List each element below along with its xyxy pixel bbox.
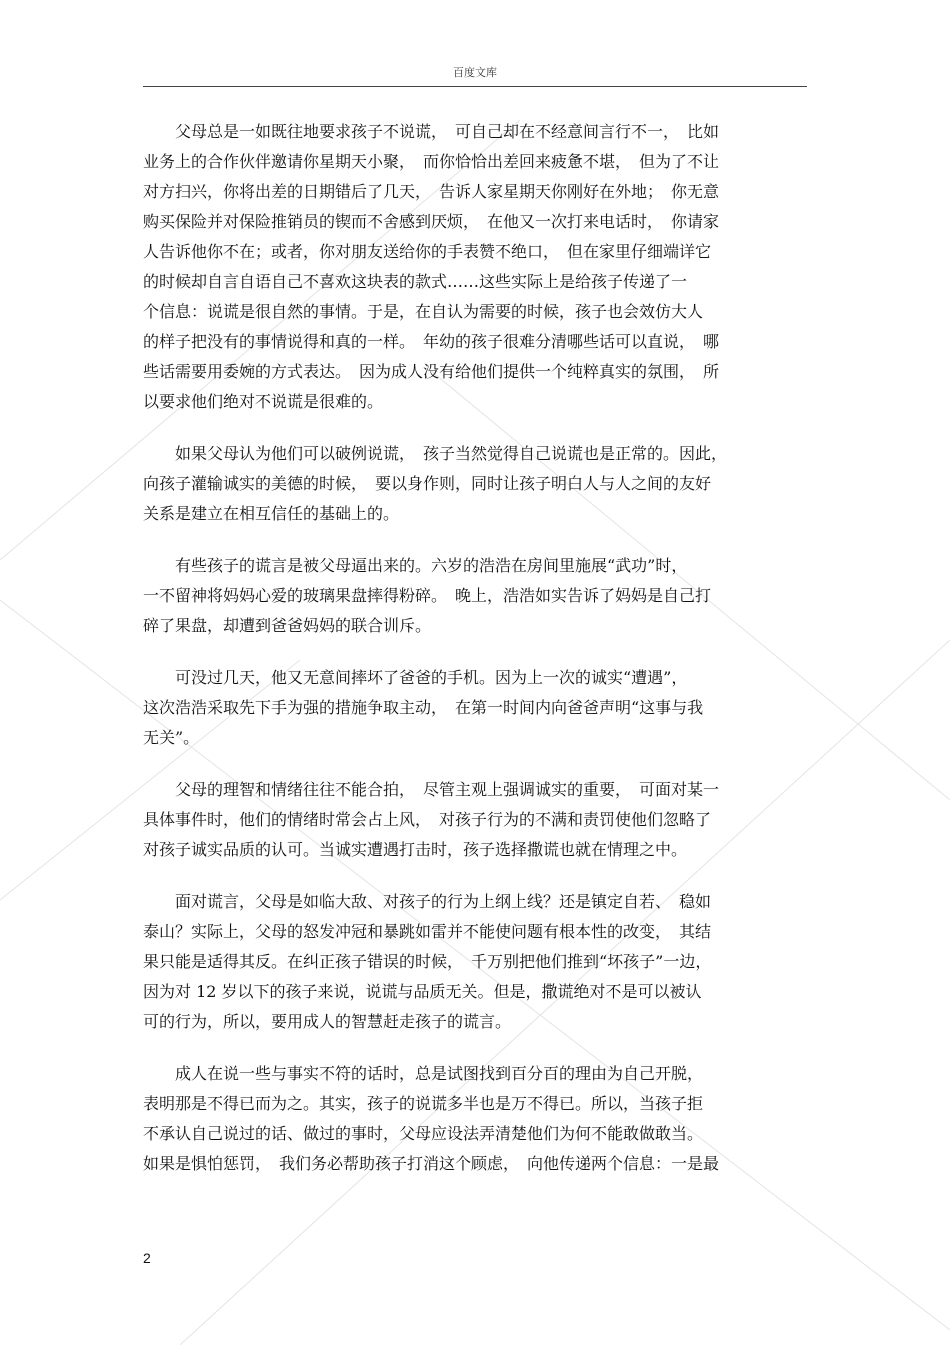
text-line: 人告诉他你不在；或者，你对朋友送给你的手表赞不绝口， 但在家里仔细端详它 bbox=[143, 242, 712, 261]
page-header: 百度文库 bbox=[453, 66, 497, 79]
text-line: 面对谎言，父母是如临大敌、对孩子的行为上纲上线？还是镇定自若、 稳如 bbox=[143, 892, 712, 911]
text-line: 不承认自己说过的话、做过的事时，父母应设法弄清楚他们为何不能敢做敢当。 bbox=[143, 1124, 704, 1143]
text-line: 业务上的合作伙伴邀请你星期天小聚， 而你恰恰出差回来疲惫不堪， 但为了不让 bbox=[143, 152, 720, 171]
text-line: 些话需要用委婉的方式表达。 因为成人没有给他们提供一个纯粹真实的氛围， 所 bbox=[143, 362, 720, 381]
text-line: 的样子把没有的事情说得和真的一样。 年幼的孩子很难分清哪些话可以直说， 哪 bbox=[143, 332, 720, 351]
paragraph bbox=[143, 439, 807, 529]
text-line: 如果是惧怕惩罚， 我们务必帮助孩子打消这个顾虑， 向他传递两个信息：一是最 bbox=[143, 1154, 720, 1173]
text-line: 对孩子诚实品质的认可。当诚实遭遇打击时，孩子选择撒谎也就在情理之中。 bbox=[143, 840, 688, 859]
page-number: 2 bbox=[143, 1250, 151, 1266]
text-line: 可的行为，所以，要用成人的智慧赶走孩子的谎言。 bbox=[143, 1012, 512, 1031]
text-line: 这次浩浩采取先下手为强的措施争取主动， 在第一时间内向爸爸声明“这事与我 bbox=[143, 698, 704, 717]
text-line: 表明那是不得已而为之。其实，孩子的说谎多半也是万不得已。所以，当孩子拒 bbox=[143, 1094, 704, 1113]
document-body bbox=[143, 117, 807, 1201]
text-line: 个信息：说谎是很自然的事情。于是，在自认为需要的时候，孩子也会效仿大人 bbox=[143, 302, 704, 321]
text-line: 泰山？实际上，父母的怒发冲冠和暴跳如雷并不能使问题有根本性的改变， 其结 bbox=[143, 922, 712, 941]
text-line: 有些孩子的谎言是被父母逼出来的。六岁的浩浩在房间里施展“武功”时， bbox=[143, 556, 688, 575]
paragraph bbox=[143, 663, 807, 753]
paragraph bbox=[143, 775, 807, 865]
text-line: 一不留神将妈妈心爱的玻璃果盘摔得粉碎。 晚上，浩浩如实告诉了妈妈是自己打 bbox=[143, 586, 712, 605]
text-line: 父母总是一如既往地要求孩子不说谎， 可自己却在不经意间言行不一， 比如 bbox=[143, 122, 720, 141]
text-line: 具体事件时，他们的情绪时常会占上风， 对孩子行为的不满和责罚使他们忽略了 bbox=[143, 810, 712, 829]
paragraph bbox=[143, 551, 807, 641]
text-line: 的时候却自言自语自己不喜欢这块表的款式……这些实际上是给孩子传递了一 bbox=[143, 272, 688, 291]
paragraph bbox=[143, 1059, 807, 1179]
text-line: 向孩子灌输诚实的美德的时候， 要以身作则，同时让孩子明白人与人之间的友好 bbox=[143, 474, 712, 493]
text-line: 如果父母认为他们可以破例说谎， 孩子当然觉得自己说谎也是正常的。因此， bbox=[143, 444, 728, 463]
header-divider bbox=[143, 86, 807, 87]
text-line: 成人在说一些与事实不符的话时，总是试图找到百分百的理由为自己开脱， bbox=[143, 1064, 704, 1083]
text-line: 因为对 12 岁以下的孩子来说，说谎与品质无关。但是，撒谎绝对不是可以被认 bbox=[143, 982, 702, 1001]
text-line: 果只能是适得其反。在纠正孩子错误的时候， 千万别把他们推到“坏孩子”一边， bbox=[143, 952, 712, 971]
paragraph bbox=[143, 887, 807, 1037]
text-line: 无关”。 bbox=[143, 728, 200, 747]
text-line: 对方扫兴，你将出差的日期错后了几天， 告诉人家星期天你刚好在外地； 你无意 bbox=[143, 182, 720, 201]
text-line: 关系是建立在相互信任的基础上的。 bbox=[143, 504, 400, 523]
text-line: 父母的理智和情绪往往不能合拍， 尽管主观上强调诚实的重要， 可面对某一 bbox=[143, 780, 720, 799]
text-line: 碎了果盘，却遭到爸爸妈妈的联合训斥。 bbox=[143, 616, 432, 635]
text-line: 以要求他们绝对不说谎是很难的。 bbox=[143, 392, 384, 411]
text-line: 购买保险并对保险推销员的锲而不舍感到厌烦， 在他又一次打来电话时， 你请家 bbox=[143, 212, 720, 231]
paragraph bbox=[143, 117, 807, 417]
text-line: 可没过几天，他又无意间摔坏了爸爸的手机。因为上一次的诚实“遭遇”， bbox=[143, 668, 688, 687]
